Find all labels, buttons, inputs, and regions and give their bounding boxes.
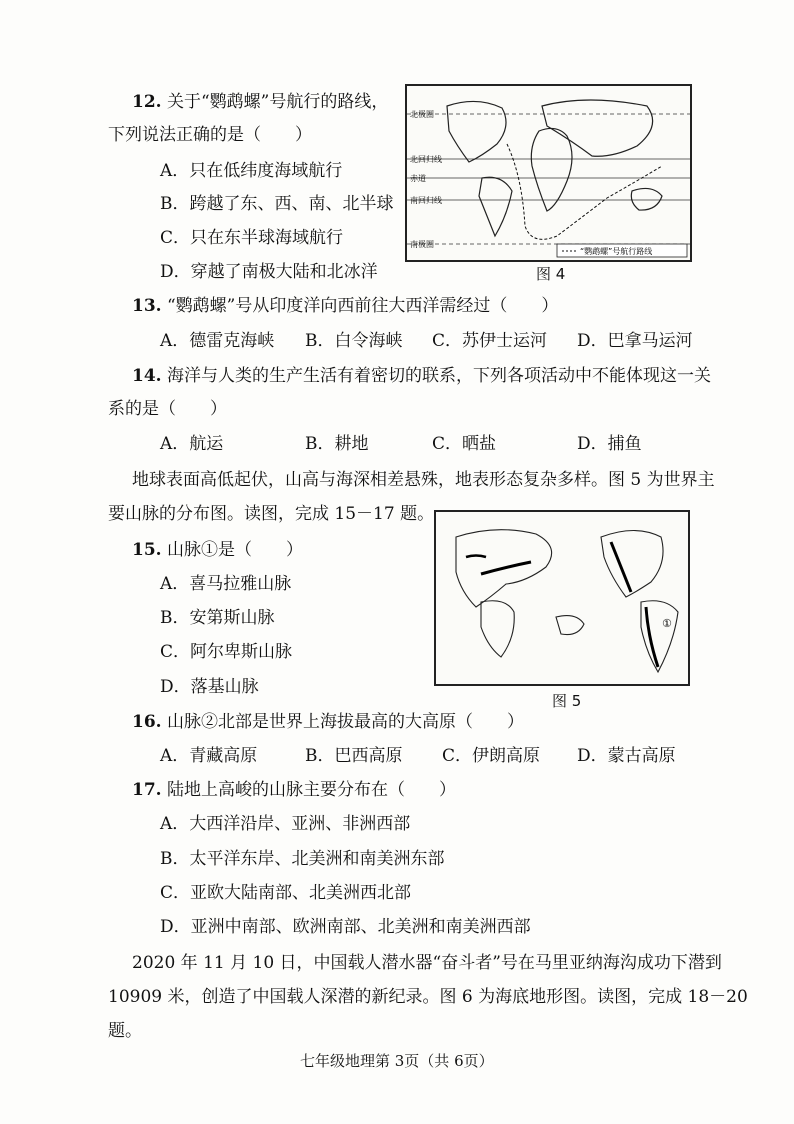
q16-option-a[interactable]: A．青藏高原 xyxy=(160,746,258,766)
q14-option-d[interactable]: D．捕鱼 xyxy=(577,434,642,454)
q16-option-b[interactable]: B．巴西高原 xyxy=(305,746,403,766)
north-america-shape xyxy=(447,101,506,162)
q13-stem xyxy=(132,295,558,317)
q14-stem-line1 xyxy=(132,365,711,387)
q12-stem-text: 关于“鹦鹉螺”号航行的路线， xyxy=(166,92,389,112)
q12-option-c[interactable]: C．只在东半球海域航行 xyxy=(160,228,344,248)
q14-number: 14. xyxy=(132,366,162,386)
south-america-shape xyxy=(479,177,512,236)
lat-label-antarctic: 南极圈 xyxy=(410,240,434,249)
q17-number: 17. xyxy=(132,780,162,800)
q13-number: 13. xyxy=(132,296,162,316)
q16-option-c[interactable]: C．伊朗高原 xyxy=(442,746,541,766)
australia-shape xyxy=(631,188,662,210)
australia-outline xyxy=(556,616,584,635)
q13-option-c[interactable]: C．苏伊士运河 xyxy=(432,331,548,351)
nautilus-route-line xyxy=(507,144,662,239)
intro18-line1: 2020 年 11 月 10 日，中国载人潜水器“奋斗者”号在马里亚纳海沟成功下潜到 xyxy=(132,953,722,973)
lat-label-capricorn: 南回归线 xyxy=(410,196,442,205)
q16-stem-text: 山脉②北部是世界上海拔最高的大高原（ ） xyxy=(166,712,524,732)
eurasia-shape xyxy=(542,100,653,156)
intro18-line3: 题。 xyxy=(108,1021,142,1041)
q17-option-c[interactable]: C．亚欧大陆南部、北美洲西北部 xyxy=(160,883,412,903)
q12-option-b[interactable]: B．跨越了东、西、南、北半球 xyxy=(160,194,394,214)
north-america-outline xyxy=(601,531,663,598)
mountain-marker-1: ① xyxy=(662,617,672,630)
q12-stem-line2: 下列说法正确的是（ ） xyxy=(108,125,312,145)
q16-stem xyxy=(132,711,524,733)
q12-number: 12. xyxy=(132,92,162,112)
q14-stem-line2: 系的是（ ） xyxy=(108,399,227,419)
lat-label-arctic: 北极圈 xyxy=(410,110,434,119)
q14-option-a[interactable]: A．航运 xyxy=(160,434,224,454)
rocky-range-line xyxy=(611,542,631,592)
alps-range-line xyxy=(466,556,486,558)
intro15-line1: 地球表面高低起伏，山高与海深相差悬殊，地表形态复杂多样。图 5 为世界主 xyxy=(132,470,715,490)
q15-option-a[interactable]: A．喜马拉雅山脉 xyxy=(160,574,292,594)
q12-option-d[interactable]: D．穿越了南极大陆和北冰洋 xyxy=(160,262,378,282)
q17-option-d[interactable]: D．亚洲中南部、欧洲南部、北美洲和南美洲西部 xyxy=(160,917,531,937)
q17-option-a[interactable]: A．大西洋沿岸、亚洲、非洲西部 xyxy=(160,814,411,834)
africa-shape xyxy=(531,128,572,211)
legend-text: “鹦鹉螺”号航行路线 xyxy=(580,247,653,256)
q13-option-d[interactable]: D．巴拿马运河 xyxy=(577,331,693,351)
q17-stem xyxy=(132,779,456,801)
lat-label-cancer: 北回归线 xyxy=(410,155,442,164)
himalaya-range-line xyxy=(481,562,531,574)
figure5-mountain-map-svg xyxy=(436,512,688,684)
lat-label-equator: 赤道 xyxy=(410,174,426,183)
figure5-caption: 图 5 xyxy=(552,692,582,710)
q14-option-b[interactable]: B．耕地 xyxy=(305,434,369,454)
q13-option-a[interactable]: A．德雷克海峡 xyxy=(160,331,275,351)
q16-number: 16. xyxy=(132,712,162,732)
q17-option-b[interactable]: B．太平洋东岸、北美洲和南美洲东部 xyxy=(160,849,445,869)
q15-option-c[interactable]: C．阿尔卑斯山脉 xyxy=(160,642,293,662)
q17-stem-text: 陆地上高峻的山脉主要分布在（ ） xyxy=(166,780,456,800)
q15-number: 15. xyxy=(132,540,162,560)
andes-range-line xyxy=(646,607,658,667)
q13-option-b[interactable]: B．白令海峡 xyxy=(305,331,403,351)
q15-option-b[interactable]: B．安第斯山脉 xyxy=(160,608,275,628)
africa-outline xyxy=(481,601,514,657)
intro18-line2: 10909 米，创造了中国载人深潜的新纪录。图 6 为海底地形图。读图，完成 18－20 xyxy=(108,987,748,1007)
q15-option-d[interactable]: D．落基山脉 xyxy=(160,677,259,697)
q14-option-c[interactable]: C．晒盐 xyxy=(432,434,497,454)
figure5-map xyxy=(434,510,690,686)
q14-stem-text: 海洋与人类的生产生活有着密切的联系，下列各项活动中不能体现这一关 xyxy=(166,366,711,386)
q16-option-d[interactable]: D．蒙古高原 xyxy=(577,746,676,766)
q12-option-a[interactable]: A．只在低纬度海域航行 xyxy=(160,161,343,181)
q15-stem xyxy=(132,539,303,561)
figure4-map xyxy=(405,84,692,262)
page-footer: 七年级地理第 3页（共 6页） xyxy=(300,1052,494,1070)
figure4-caption: 图 4 xyxy=(536,265,566,283)
q12-stem-line1 xyxy=(132,91,388,113)
q15-stem-text: 山脉①是（ ） xyxy=(166,540,303,560)
intro15-line2: 要山脉的分布图。读图，完成 15－17 题。 xyxy=(108,504,435,524)
figure4-world-map-svg xyxy=(407,86,690,260)
q13-stem-text: “鹦鹉螺”号从印度洋向西前往大西洋需经过（ ） xyxy=(166,296,559,316)
